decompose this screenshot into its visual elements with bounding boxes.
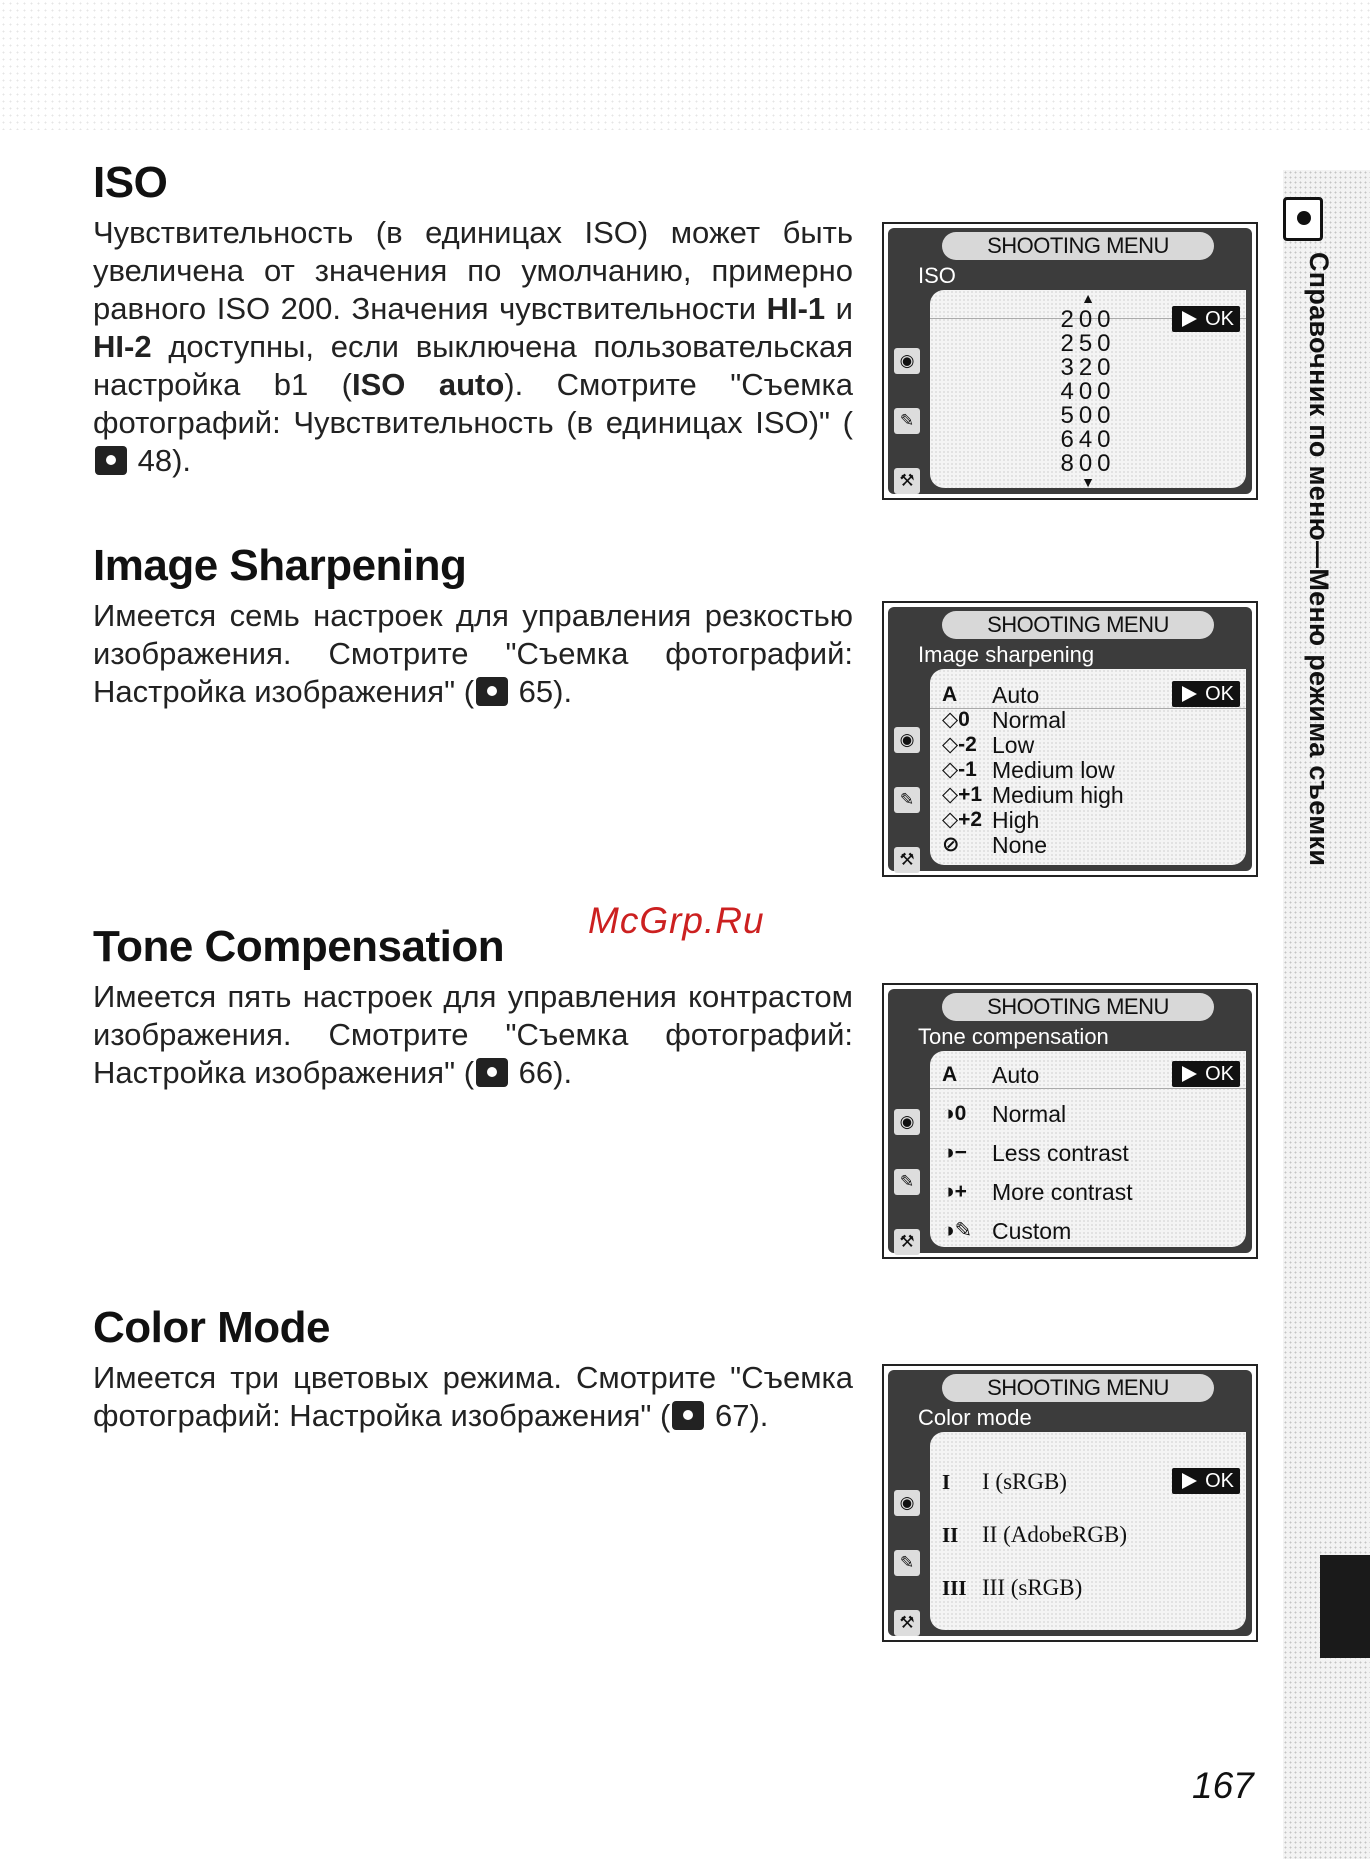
iso-value: 640 [1060, 426, 1116, 453]
screen-header: SHOOTING MENU [942, 993, 1214, 1021]
menu-option: ◑− Less contrast [942, 1140, 1129, 1166]
section-tone [93, 922, 853, 1092]
screen-iso [882, 222, 1258, 500]
wrench-icon: ⚒ [894, 468, 920, 494]
screen-tone [882, 983, 1258, 1259]
menu-option: ◑+ More contrast [942, 1179, 1133, 1205]
menu-option: A Auto [942, 1062, 1040, 1088]
ok-badge: OK [1172, 1061, 1240, 1087]
screen-title: Image sharpening [888, 641, 1102, 669]
section-text-tone: Имеется пять настроек для управления контрастом изображения. Смотрите "Съемка фотографий: Настройка изображения" ( 66). [93, 979, 853, 1090]
menu-option: ◑✎ Custom [942, 1218, 1072, 1244]
iso-value: 800 [1060, 450, 1116, 477]
section-text-sharpening: Имеется семь настроек для управления резкостью изображения. Смотрите "Съемка фотографий: Настройка изображения" ( 65). [93, 598, 853, 709]
pencil-icon: ✎ [894, 1169, 920, 1195]
scan-noise [0, 0, 1370, 130]
section-text-iso: Чувствительность (в единицах ISO) может быть увеличена от значения по умолчанию, примерно равного ISO 200. Значения чувствительности HI-1 и HI-2 доступны, если выключена пользовательская настройка b1 (ISO auto). Смотрите "Съемка фотографий: Чувствительность (в единицах ISO)" ( 48). [93, 215, 854, 478]
page-number: 167 [1192, 1765, 1254, 1806]
screen-header: SHOOTING MENU [942, 1374, 1214, 1402]
wrench-icon: ⚒ [894, 847, 920, 873]
menu-option: ◇+2 High [942, 807, 1040, 833]
camera-menu-icon: ◉ [894, 348, 920, 374]
section-title-tone: Tone Compensation [93, 922, 505, 971]
section-text-color: Имеется три цветовых режима. Смотрите "Съемка фотографий: Настройка изображения" ( 67). [93, 1360, 853, 1433]
section-color [93, 1303, 853, 1435]
color-list [930, 1432, 1246, 1630]
screen-header: SHOOTING MENU [942, 232, 1214, 260]
menu-option: II II (AdobeRGB) [942, 1522, 1127, 1547]
reference-icon [672, 1401, 704, 1430]
menu-option: A Auto [942, 682, 1040, 708]
screen-sharpening [882, 601, 1258, 877]
pencil-icon: ✎ [894, 408, 920, 434]
iso-value: 320 [1060, 354, 1116, 381]
pencil-icon: ✎ [894, 1550, 920, 1576]
thumb-tab [1320, 1555, 1370, 1658]
menu-option: ◇-1 Medium low [942, 757, 1115, 783]
reference-icon [95, 446, 127, 475]
menu-option: I I (sRGB) [942, 1469, 1067, 1494]
ok-badge: OK [1172, 1468, 1240, 1494]
ok-badge: OK [1172, 681, 1240, 707]
side-tab-label: Справочник по меню—Меню режима съемки [1304, 252, 1334, 867]
menu-option: III III (sRGB) [942, 1575, 1083, 1600]
camera-menu-icon: ◉ [894, 727, 920, 753]
reference-icon [476, 677, 508, 706]
screen-title: Color mode [888, 1404, 1040, 1432]
section-title-color: Color Mode [93, 1303, 330, 1352]
tone-list [930, 1051, 1246, 1247]
pencil-icon: ✎ [894, 787, 920, 813]
iso-list [930, 290, 1246, 488]
iso-value: 250 [1060, 330, 1116, 357]
reference-icon [476, 1058, 508, 1087]
menu-option: ◑0 Normal [942, 1101, 1067, 1127]
sharpening-list [930, 669, 1246, 865]
wrench-icon: ⚒ [894, 1610, 920, 1636]
screen-title: ISO [888, 262, 964, 290]
ok-badge: OK [1172, 306, 1240, 332]
camera-icon [1283, 197, 1323, 241]
watermark: McGrp.Ru [588, 900, 765, 941]
up-arrow-icon: ▲ [1081, 290, 1095, 306]
menu-option: ◇-2 Low [942, 732, 1035, 758]
section-iso [93, 158, 853, 480]
section-sharpening [93, 541, 853, 711]
section-title-iso: ISO [93, 158, 168, 207]
screen-title: Tone compensation [888, 1023, 1117, 1051]
iso-value: 500 [1060, 402, 1116, 429]
menu-option: ◇0 Normal [942, 707, 1067, 733]
screen-color [882, 1364, 1258, 1642]
menu-option: ⊘ None [942, 832, 1047, 858]
iso-value: 400 [1060, 378, 1116, 405]
camera-menu-icon: ◉ [894, 1109, 920, 1135]
camera-menu-icon: ◉ [894, 1490, 920, 1516]
iso-value: 200 [1060, 306, 1116, 333]
menu-option: ◇+1 Medium high [942, 782, 1124, 808]
down-arrow-icon: ▼ [1081, 474, 1095, 490]
screen-header: SHOOTING MENU [942, 611, 1214, 639]
wrench-icon: ⚒ [894, 1229, 920, 1255]
section-title-sharpening: Image Sharpening [93, 541, 467, 590]
